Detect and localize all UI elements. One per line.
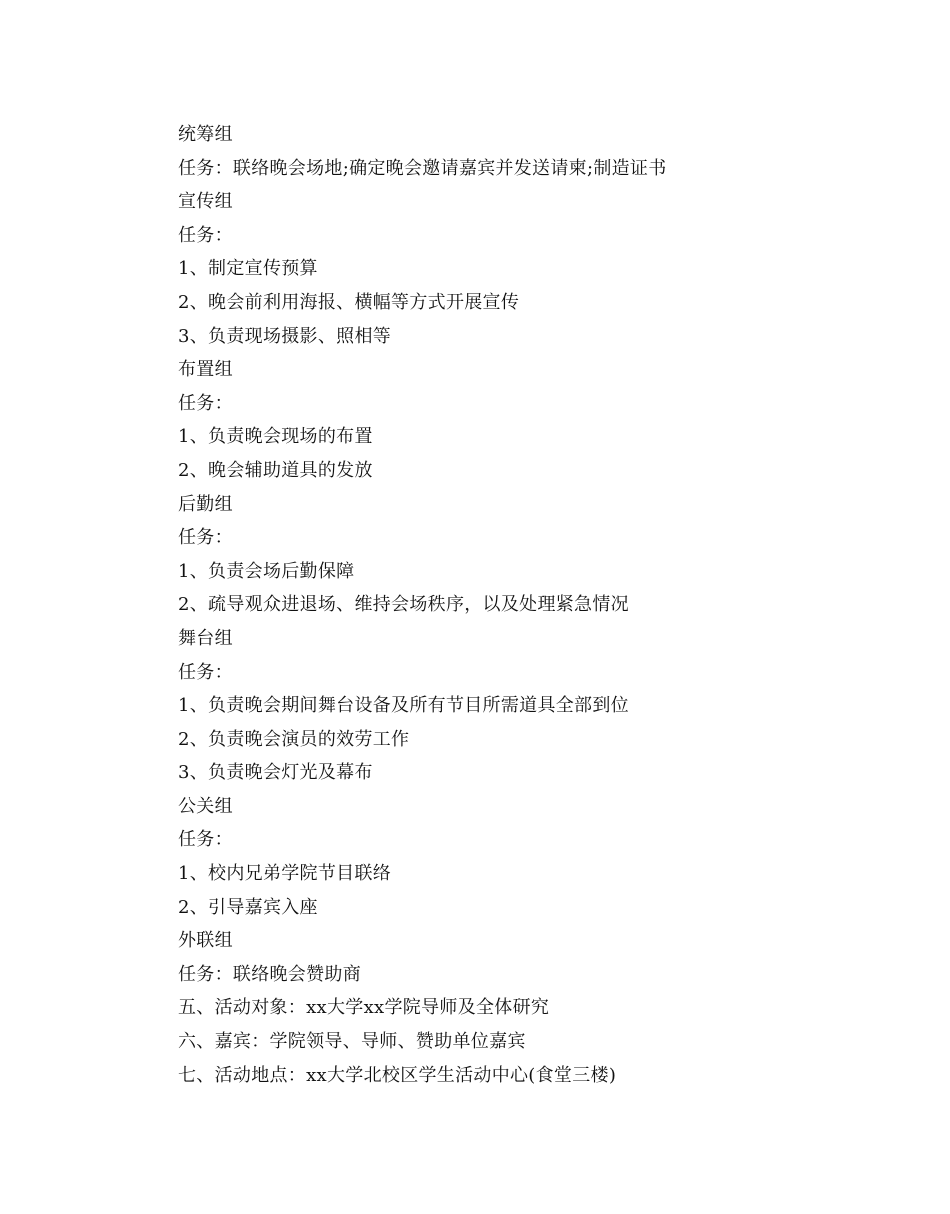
task-label: 任务： (178, 527, 233, 549)
external-liaison-task: 任务：联络晚会赞助商 (178, 963, 361, 985)
list-item: 3、负责现场摄影、照相等 (178, 325, 392, 347)
section-heading-setup: 布置组 (178, 359, 233, 381)
list-item: 2、晚会前利用海报、横幅等方式开展宣传 (178, 291, 520, 313)
list-item: 2、引导嘉宾入座 (178, 896, 318, 918)
list-item: 2、负责晚会演员的效劳工作 (178, 728, 410, 750)
section-heading-publicity: 宣传组 (178, 191, 233, 213)
coordination-task: 任务：联络晚会场地;确定晚会邀请嘉宾并发送请柬;制造证书 (178, 157, 667, 179)
list-item: 1、负责晚会期间舞台设备及所有节目所需道具全部到位 (178, 695, 629, 717)
list-item: 2、晚会辅助道具的发放 (178, 459, 373, 481)
activity-location: 七、活动地点：xx大学北校区学生活动中心(食堂三楼) (178, 1064, 617, 1086)
task-label: 任务： (178, 224, 233, 246)
list-item: 3、负责晚会灯光及幕布 (178, 762, 373, 784)
task-label: 任务： (178, 661, 233, 683)
section-heading-external-liaison: 外联组 (178, 930, 233, 952)
section-heading-stage: 舞台组 (178, 627, 233, 649)
task-label: 任务： (178, 829, 233, 851)
list-item: 1、制定宣传预算 (178, 258, 318, 280)
list-item: 1、负责晚会现场的布置 (178, 426, 373, 448)
list-item: 2、疏导观众进退场、维持会场秩序，以及处理紧急情况 (178, 594, 629, 616)
section-heading-coordination: 统筹组 (178, 124, 233, 145)
document-body (178, 118, 898, 1092)
task-label: 任务： (178, 392, 233, 414)
guests: 六、嘉宾：学院领导、导师、赞助单位嘉宾 (178, 1031, 526, 1053)
section-heading-logistics: 后勤组 (178, 493, 233, 515)
list-item: 1、负责会场后勤保障 (178, 560, 355, 582)
activity-audience: 五、活动对象：xx大学xx学院导师及全体研究 (178, 997, 550, 1019)
section-heading-public-relations: 公关组 (178, 795, 233, 817)
list-item: 1、校内兄弟学院节目联络 (178, 863, 392, 885)
